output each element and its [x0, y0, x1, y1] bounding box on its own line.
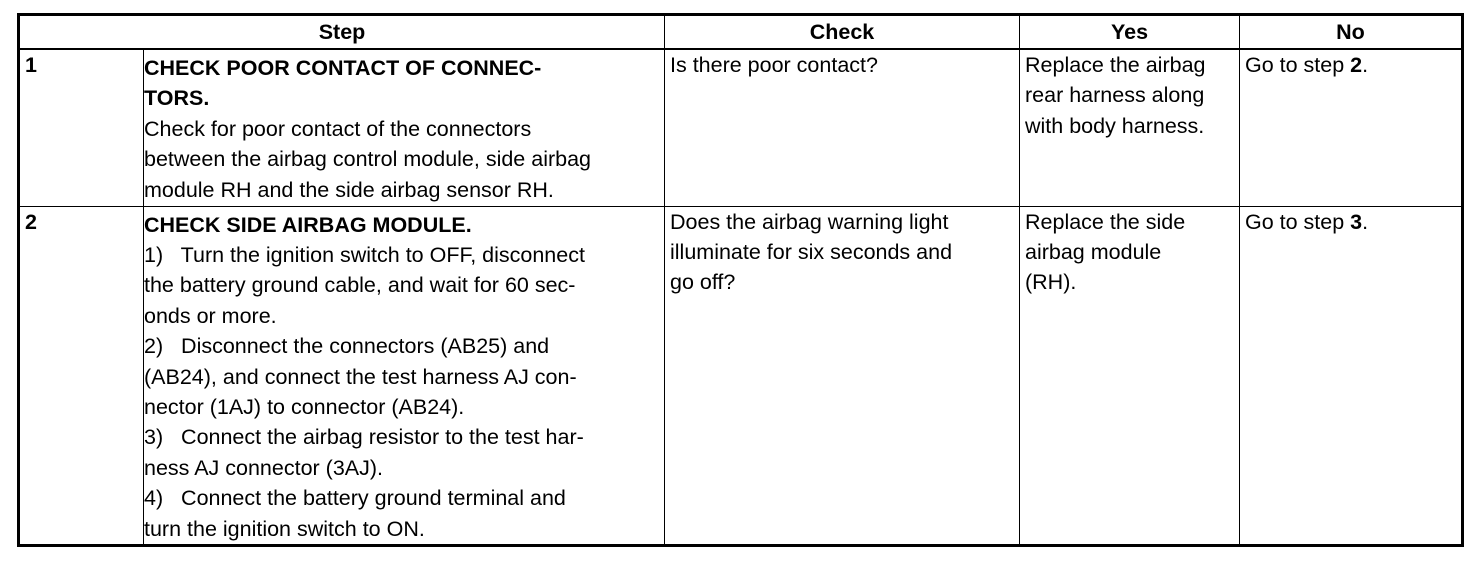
step-text: 3) Connect the airbag resistor to the test har- [144, 425, 584, 450]
yes-text: Replace the side [1025, 209, 1186, 234]
table-row [19, 49, 1463, 206]
no-text: Go to step [1245, 53, 1351, 77]
diagnostic-table [17, 13, 1464, 547]
step-text: 1) Turn the ignition switch to OFF, disconnect [144, 242, 585, 267]
step-text: module RH and the side airbag sensor RH. [144, 177, 554, 202]
step-text: onds or more. [144, 303, 277, 328]
yes-text: Replace the airbag [1025, 53, 1206, 77]
no-cell [1240, 206, 1463, 545]
check-cell [665, 206, 1020, 545]
no-text-suffix: . [1362, 53, 1369, 77]
step-number: 1 [19, 49, 144, 206]
header-check: Check [665, 15, 1020, 50]
step-text: Check for poor contact of the connectors [144, 116, 532, 141]
step-text: 2) Disconnect the connectors (AB25) and [144, 334, 550, 359]
yes-cell [1020, 206, 1240, 545]
header-step: Step [19, 15, 665, 50]
step-text: the battery ground cable, and wait for 60 sec- [144, 273, 576, 298]
no-step-ref: 3 [1350, 209, 1363, 234]
step-text: ness AJ connector (3AJ). [144, 455, 383, 480]
step-description [144, 206, 665, 545]
check-text: Does the airbag warning light [670, 209, 949, 234]
yes-cell [1020, 49, 1240, 206]
step-text: nector (1AJ) to connector (AB24). [144, 394, 465, 419]
no-text: Go to step [1245, 209, 1351, 234]
step-title: TORS. [144, 86, 210, 111]
check-cell [665, 49, 1020, 206]
step-description [144, 49, 665, 206]
check-text: Is there poor contact? [670, 53, 878, 77]
step-title: CHECK POOR CONTACT OF CONNEC- [144, 56, 542, 80]
step-title: CHECK SIDE AIRBAG MODULE. [144, 212, 472, 237]
step-number: 2 [19, 206, 144, 545]
no-step-ref: 2 [1350, 53, 1363, 77]
step-text: turn the ignition switch to ON. [144, 516, 425, 541]
yes-text: rear harness along [1025, 83, 1205, 108]
step-text: between the airbag control module, side airbag [144, 147, 592, 172]
no-text-suffix: . [1362, 209, 1369, 234]
no-cell [1240, 49, 1463, 206]
table-row [19, 206, 1463, 545]
yes-text: with body harness. [1025, 113, 1205, 138]
step-text: 4) Connect the battery ground terminal and [144, 486, 566, 511]
header-row [19, 15, 1463, 50]
check-text: illuminate for six seconds and [670, 239, 953, 264]
check-text: go off? [670, 270, 736, 295]
yes-text: (RH). [1025, 270, 1077, 295]
yes-text: airbag module [1025, 239, 1162, 264]
step-text: (AB24), and connect the test harness AJ con- [144, 364, 577, 389]
header-yes: Yes [1020, 15, 1240, 50]
header-no: No [1240, 15, 1463, 50]
